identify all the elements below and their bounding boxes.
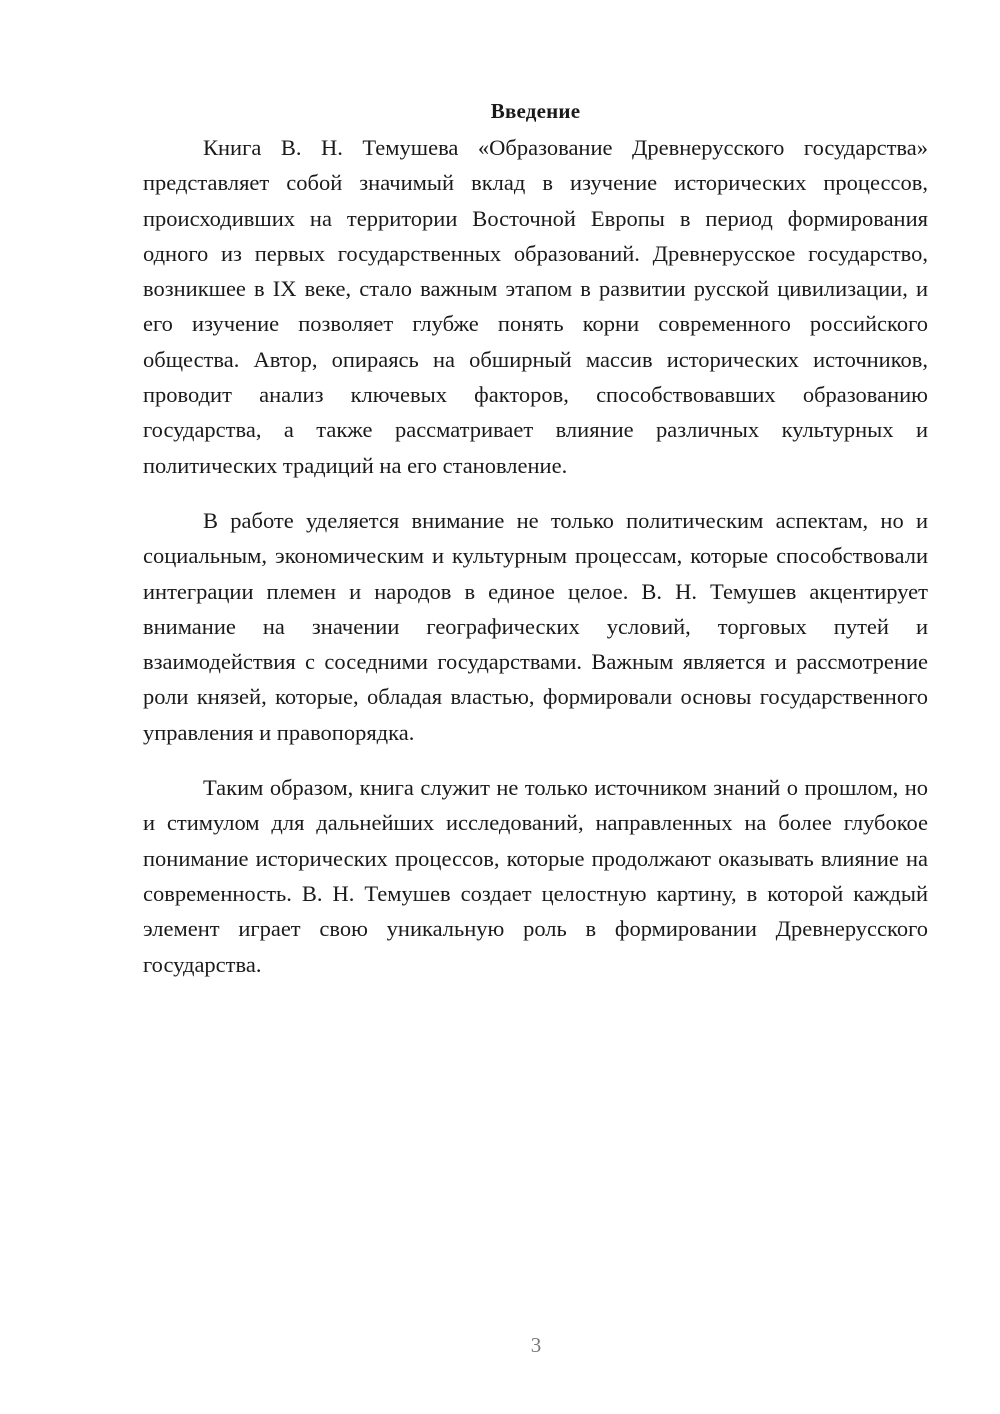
document-body	[143, 94, 928, 982]
page-number: 3	[530, 1333, 542, 1357]
page-title: Введение	[490, 99, 581, 123]
paragraph-3: Таким образом, книга служит не только источником знаний о прошлом, но и стимулом для дальнейших исследований, направленных на более глубокое понимание исторических процессов, которые продолжают оказывать влияние на современность. В. Н. Темушев создает целостную картину, в которой каждый элемент играет свою уникальную роль в формировании Древнерусского государства.	[143, 775, 928, 977]
paragraph-1: Книга В. Н. Темушева «Образование Древнерусского государства» представляет собой значимый вклад в изучение исторических процессов, происходивших на территории Восточной Европы в период формирования одного из первых государственных образований. Древнерусское государство, возникшее в IX веке, стало важным этапом в развитии русской цивилизации, и его изучение позволяет глубже понять корни современного российского общества. Автор, опираясь на обширный массив исторических источников, проводит анализ ключевых факторов, способствовавших образованию государства, а также рассматривает влияние различных культурных и политических традиций на его становление.	[143, 135, 928, 478]
paragraph-2: В работе уделяется внимание не только политическим аспектам, но и социальным, экономическим и культурным процессам, которые способствовали интеграции племен и народов в единое целое. В. Н. Темушев акцентирует внимание на значении географических условий, торговых путей и взаимодействия с соседними государствами. Важным является и рассмотрение роли князей, которые, обладая властью, формировали основы государственного управления и правопорядка.	[143, 507, 928, 745]
